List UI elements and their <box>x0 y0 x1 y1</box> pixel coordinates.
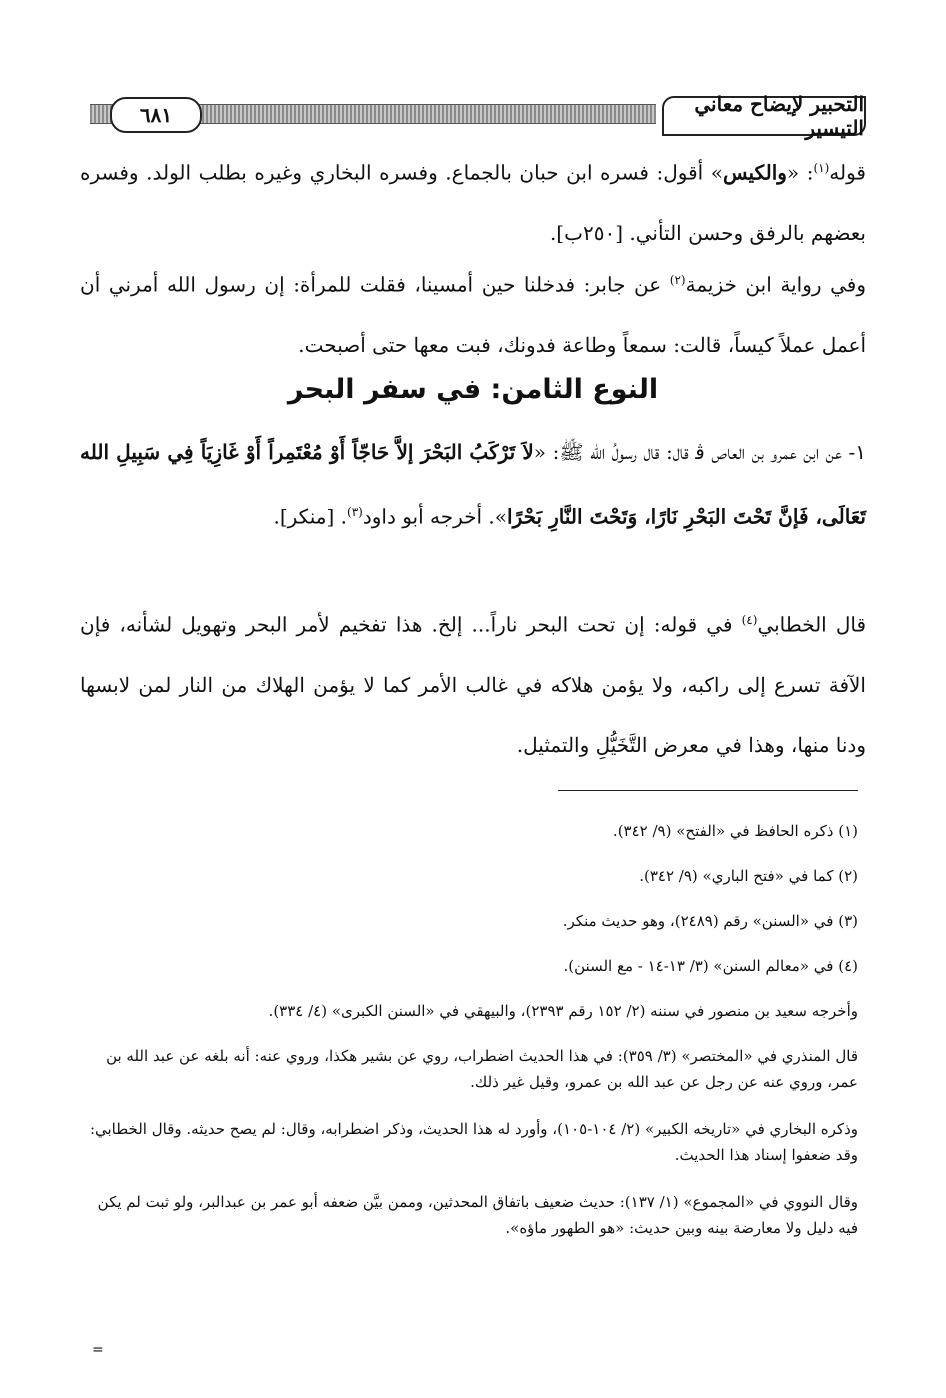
page-header <box>80 92 866 140</box>
footnote-3: (٣) في «السنن» رقم (٢٤٨٩)، وهو حديث منكر. <box>562 912 858 930</box>
book-page <box>80 92 866 1382</box>
footnote-2: (٢) كما في «فتح الباري» (٩/ ٣٤٢). <box>639 867 858 885</box>
footnote-ref: (٤) <box>741 613 758 627</box>
paragraph-1: قوله$^{(١)}$: «والكيس» أقول: فسره ابن حبان بالجماع. وفسره البخاري وغيره بطلب الولد. وفسره بعضهم بالرفق وحسن التأني. [٢٥٠ب]. <box>80 160 866 245</box>
footnote-4: (٤) في «معالم السنن» (٣/ ١٣-١٤ - مع السنن). <box>563 957 858 975</box>
margin-mark: = <box>92 1342 104 1358</box>
footnote-ref: (٣) <box>347 505 363 519</box>
hadith-paragraph: ١- عن ابن عمرو بن العاص ﭬ قال: قال رسولُ الله ﷺ: «لاَ تَرْكَبُ البَحْرَ إلاَّ حَاجّاً أَوْ مُعْتَمِراً أَوْ غَازِيَاً فِي سَبِيلِ الله تَعَالَى، فَإنَّ تَحْتَ البَحْرِ نَارًا، وَتَحْتَ النَّارِ بَحْرًا». أخرجه أبو داود$^{(٣)}$. [منكر]. <box>80 440 866 529</box>
footnote-4-cont-2: قال المنذري في «المختصر» (٣/ ٣٥٩): في هذا الحديث اضطراب، روي عن بشير هكذا، وروي عنه: أنه بلغه عن عبد الله بن عمر، وروي عنه عن رجل عن عبد الله بن عمرو، وقيل غير ذلك. <box>106 1047 858 1091</box>
footnote-4-cont-3: وذكره البخاري في «تاريخه الكبير» (٢/ ١٠٤-١٠٥)، وأورد له هذا الحديث، وذكر اضطرابه، وقال: لم يصح حديثه. وقال الخطابي: وقد ضعفوا إسناد هذا الحديث. <box>89 1120 858 1164</box>
footnote-ref: (١) <box>813 161 830 175</box>
footnote-ref: (٢) <box>669 273 686 287</box>
hadith-text: لاَ تَرْكَبُ البَحْرَ إلاَّ حَاجّاً أَوْ مُعْتَمِراً أَوْ غَازِيَاً فِي سَبِيلِ الله تَعَالَى، فَإنَّ تَحْتَ البَحْرِ نَارًا، وَتَحْتَ النَّارِ بَحْرًا <box>80 440 866 529</box>
footnote-4-cont-4: وقال النووي في «المجموع» (١/ ١٣٧): حديث ضعيف باتفاق المحدثين، وممن بيَّن ضعفه أبو عمر بن عبدالبر، ولو ثبت لم يكن فيه دليل ولا معارضة بينه وبين حديث: «هو الطهور ماؤه». <box>97 1193 858 1237</box>
footnote-4-cont-1: وأخرجه سعيد بن منصور في سننه (٢/ ١٥٢ رقم ٢٣٩٣)، والبيهقي في «السنن الكبرى» (٤/ ٣٣٤). <box>268 1002 858 1020</box>
book-title: التحبير لإيضاح معاني التيسير <box>662 96 866 136</box>
footnotes <box>80 818 858 1260</box>
page-number: ٦٨١ <box>110 97 202 133</box>
section-heading: النوع الثامن: في سفر البحر <box>287 374 659 405</box>
footnote-separator <box>558 790 858 791</box>
paragraph-2: وفي رواية ابن خزيمة$^{(٢)}$ عن جابر: فدخلنا حين أمسينا، فقلت للمرأة: إن رسول الله أمرني أن أعمل عملاً كيساً، قالت: سمعاً وطاعة فدونك، فبت معها حتى أصبحت. <box>80 272 866 357</box>
paragraph-4: قال الخطابي$^{(٤)}$ في قوله: إن تحت البحر ناراً... إلخ. هذا تفخيم لأمر البحر وتهويل لشأنه، فإن الآفة تسرع إلى راكبه، ولا يؤمن هلاكه في غالب الأمر كما لا يؤمن الهلاك من النار لمن لابسها ودنا منها، وهذا في معرض التَّخَيُّلِ والتمثيل. <box>80 612 867 757</box>
bold-term: والكيس <box>723 160 787 185</box>
footnote-1: (١) ذكره الحافظ في «الفتح» (٩/ ٣٤٢). <box>612 822 858 840</box>
